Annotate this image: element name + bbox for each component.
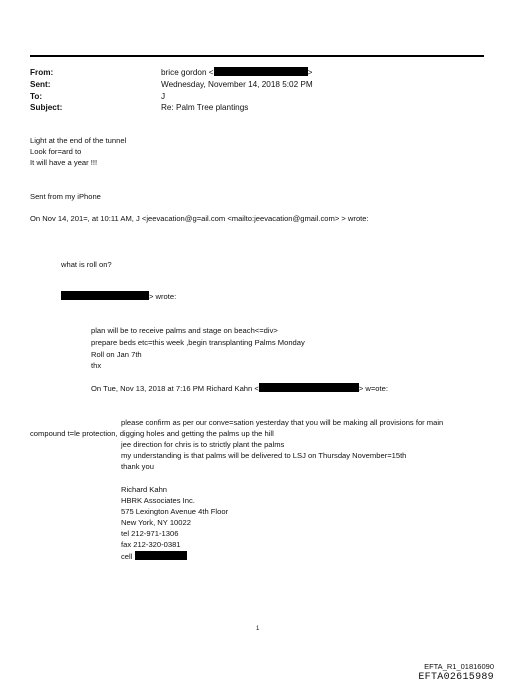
subject-label: Subject: — [30, 103, 63, 112]
signature-line: tel 212-971-1306 — [121, 529, 179, 538]
quote1-header: On Nov 14, 201=, at 10:11 AM, J <jeevacation@g=ail.com <mailto:jeevacation@gmail.com> > wrote: — [30, 214, 369, 223]
signature-cell-label: cell — [121, 552, 133, 561]
quote1-text: what is roll on? — [61, 260, 112, 269]
quote3-header — [91, 383, 388, 395]
quote3-line: my understanding is that palms will be delivered to LSJ on Thursday November=15th — [121, 451, 407, 460]
quote2-line: plan will be to receive palms and stage on beach<=div> — [91, 326, 278, 335]
quote2-header-suffix: > wrote: — [149, 292, 177, 301]
quote3-line: jee direction for chris is to strictly plant the palms — [121, 440, 285, 449]
to-value: J — [161, 92, 166, 101]
subject-value: Re: Palm Tree plantings — [161, 103, 249, 112]
redaction-block — [259, 383, 359, 392]
from-label: From: — [30, 68, 54, 77]
signature-line: New York, NY 10022 — [121, 518, 191, 527]
to-label: To: — [30, 92, 43, 101]
quote2-line: Roll on Jan 7th — [91, 350, 142, 359]
redaction-block — [214, 67, 308, 76]
body-line: Look for=ard to — [30, 147, 82, 156]
quote3-header-suffix: > w=ote: — [358, 384, 388, 393]
signature-cell-line — [121, 551, 187, 563]
quote3-line: thank you — [121, 462, 154, 471]
bates-number-small: EFTA_R1_01816090 — [424, 662, 494, 671]
signature-line: 575 Lexington Avenue 4th Floor — [121, 507, 229, 516]
bates-number-large: EFTA02615989 — [418, 672, 494, 683]
quote2-line: thx — [91, 361, 102, 370]
signature-line: HBRK Associates Inc. — [121, 496, 195, 505]
from-value — [161, 67, 312, 78]
signature-line: Richard Kahn — [121, 485, 168, 494]
body-line: Light at the end of the tunnel — [30, 136, 127, 145]
quote2-line: prepare beds etc=this week ,begin transplanting Palms Monday — [91, 338, 305, 347]
quote3-header-prefix: On Tue, Nov 13, 2018 at 7:16 PM Richard Kahn < — [91, 384, 259, 393]
sent-label: Sent: — [30, 80, 51, 89]
header-rule — [30, 55, 484, 57]
page-number: 1 — [256, 626, 260, 632]
quote3-line: please confirm as per our conve=sation yesterday that you will be making all provisions for main — [121, 418, 444, 427]
from-name: brice gordon < — [161, 68, 214, 77]
sent-value: Wednesday, November 14, 2018 5:02 PM — [161, 80, 313, 89]
redaction-block — [135, 551, 187, 560]
body-line: It will have a year !!! — [30, 158, 98, 167]
quote3-line: compound t=le protection, digging holes and getting the palms up the hill — [30, 429, 274, 438]
signature-line: fax 212-320-0381 — [121, 540, 181, 549]
quote2-header — [61, 291, 176, 303]
redaction-block — [61, 291, 149, 300]
from-suffix: > — [307, 68, 313, 77]
sent-from-line: Sent from my iPhone — [30, 192, 101, 201]
